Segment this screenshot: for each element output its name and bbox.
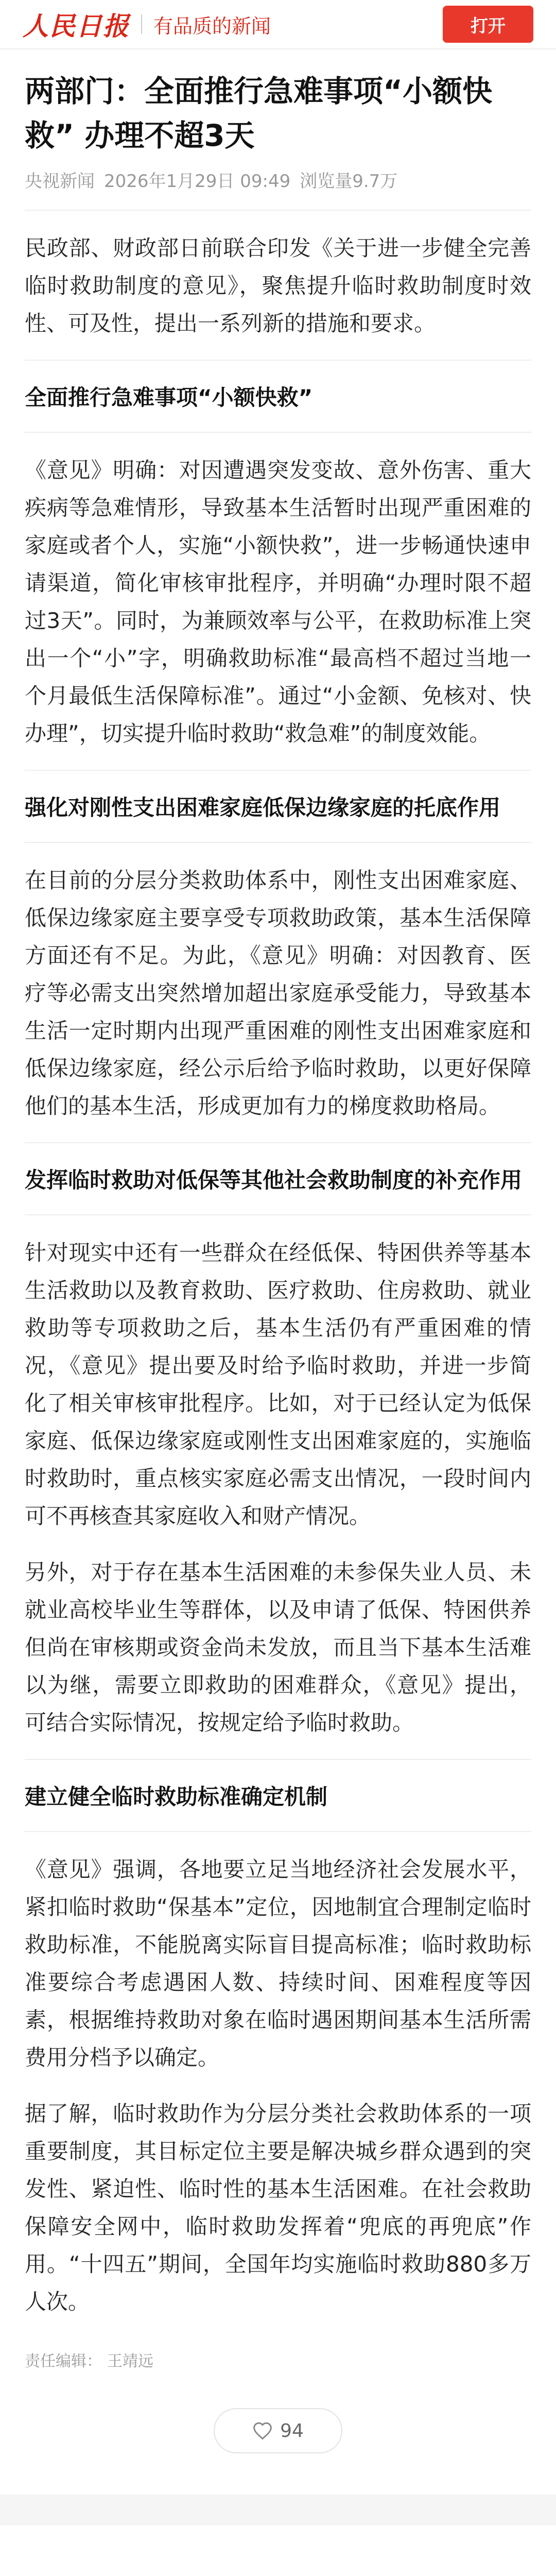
like-area (25, 2408, 531, 2453)
article (0, 69, 556, 2453)
lead-paragraph: 民政部、财政部日前联合印发《关于进一步健全完善临时救助制度的意见》，聚焦提升临时救助制度时效性、可及性，提出一系列新的措施和要求。 (25, 235, 531, 336)
paragraph: 《意见》强调，各地要立足当地经济社会发展水平，紧扣临时救助“保基本”定位，因地制宜合理制定临时救助标准，不能脱离实际盲目提高标准；临时救助标准要综合考虑遇困人数、持续时间、困难程度等因素，根据维持救助对象在临时遇困期间基本生活所需费用分档予以确定。 (25, 1857, 531, 2070)
paragraph: 《意见》明确：对因遭遇突发变故、意外伤害、重大疾病等急难情形，导致基本生活暂时出现严重困难的家庭或者个人，实施“小额快救”，进一步畅通快速申请渠道，简化审核审批程序，并明确“办理时限不超过3天”。同时，为兼顾效率与公平，在救助标准上突出一个“小”字，明确救助标准“最高档不超过当地一个月最低生活保障标准”。通过“小金额、免核对、快办理”，切实提升临时救助“救急难”的制度效能。 (25, 457, 531, 746)
section-heading: 建立健全临时救助标准确定机制 (25, 1784, 328, 1809)
divider (25, 1759, 531, 1760)
divider (25, 1831, 531, 1832)
divider (25, 770, 531, 771)
top-bar (0, 0, 556, 49)
paragraph: 在目前的分层分类救助体系中，刚性支出困难家庭、低保边缘家庭主要享受专项救助政策，基本生活保障方面还有不足。为此，《意见》明确：对因教育、医疗等必需支出突然增加超出家庭承受能力，导致基本生活一定时期内出现严重困难的刚性支出困难家庭和低保边缘家庭，经公示后给予临时救助，以更好保障他们的基本生活，形成更加有力的梯度救助格局。 (25, 868, 531, 1118)
logo[interactable]: 人民日报 (23, 11, 130, 41)
like-button[interactable] (214, 2408, 342, 2453)
paragraph: 另外，对于存在基本生活困难的未参保失业人员、未就业高校毕业生等群体，以及申请了低保、特困供养但尚在审核期或资金尚未发放，而且当下基本生活难以为继，需要立即救助的困难群众，《意见》提出，可结合实际情况，按规定给予临时救助。 (25, 1560, 531, 1735)
editor-label: 责任编辑： (25, 2352, 102, 2370)
brand[interactable] (23, 6, 271, 43)
editor-credit (25, 2348, 531, 2371)
bottom-band (0, 2495, 556, 2526)
like-count: 94 (280, 2420, 304, 2442)
divider (25, 1214, 531, 1215)
paragraph: 据了解，临时救助作为分层分类社会救助体系的一项重要制度，其目标定位主要是解决城乡群众遇到的突发性、紧迫性、临时性的基本生活困难。在社会救助保障安全网中，临时救助发挥着“兜底的再兜底”作用。“十四五”期间，全国年均实施临时救助880多万人次。 (25, 2101, 531, 2314)
slogan: 有品质的新闻 (153, 14, 271, 38)
editor-name: 王靖远 (107, 2352, 153, 2370)
open-app-button[interactable]: 打开 (443, 6, 533, 43)
section-heading: 全面推行急难事项“小额快救” (25, 385, 313, 410)
section-heading: 强化对刚性支出困难家庭低保边缘家庭的托底作用 (25, 795, 501, 820)
view-count: 浏览量9.7万 (300, 171, 398, 192)
article-meta (25, 167, 531, 211)
section-heading: 发挥临时救助对低保等其他社会救助制度的补充作用 (25, 1167, 523, 1193)
divider (25, 360, 531, 361)
article-datetime: 2026年1月29日 09:49 (104, 171, 291, 192)
paragraph: 针对现实中还有一些群众在经低保、特困供养等基本生活救助以及教育救助、医疗救助、住房救助、就业救助等专项救助之后，基本生活仍有严重困难的情况，《意见》提出要及时给予临时救助，并进一步简化了相关审核审批程序。比如，对于已经认定为低保家庭、低保边缘家庭或刚性支出困难家庭的，实施临时救助时，重点核实家庭必需支出情况，一段时间内可不再核查其家庭收入和财产情况。 (25, 1240, 531, 1529)
divider (25, 432, 531, 433)
divider (25, 1142, 531, 1143)
divider (25, 842, 531, 843)
divider (141, 14, 142, 34)
heart-icon (252, 2421, 273, 2440)
article-title: 两部门：全面推行急难事项“小额快救” 办理不超3天 (25, 74, 493, 153)
article-source: 央视新闻 (25, 171, 95, 192)
